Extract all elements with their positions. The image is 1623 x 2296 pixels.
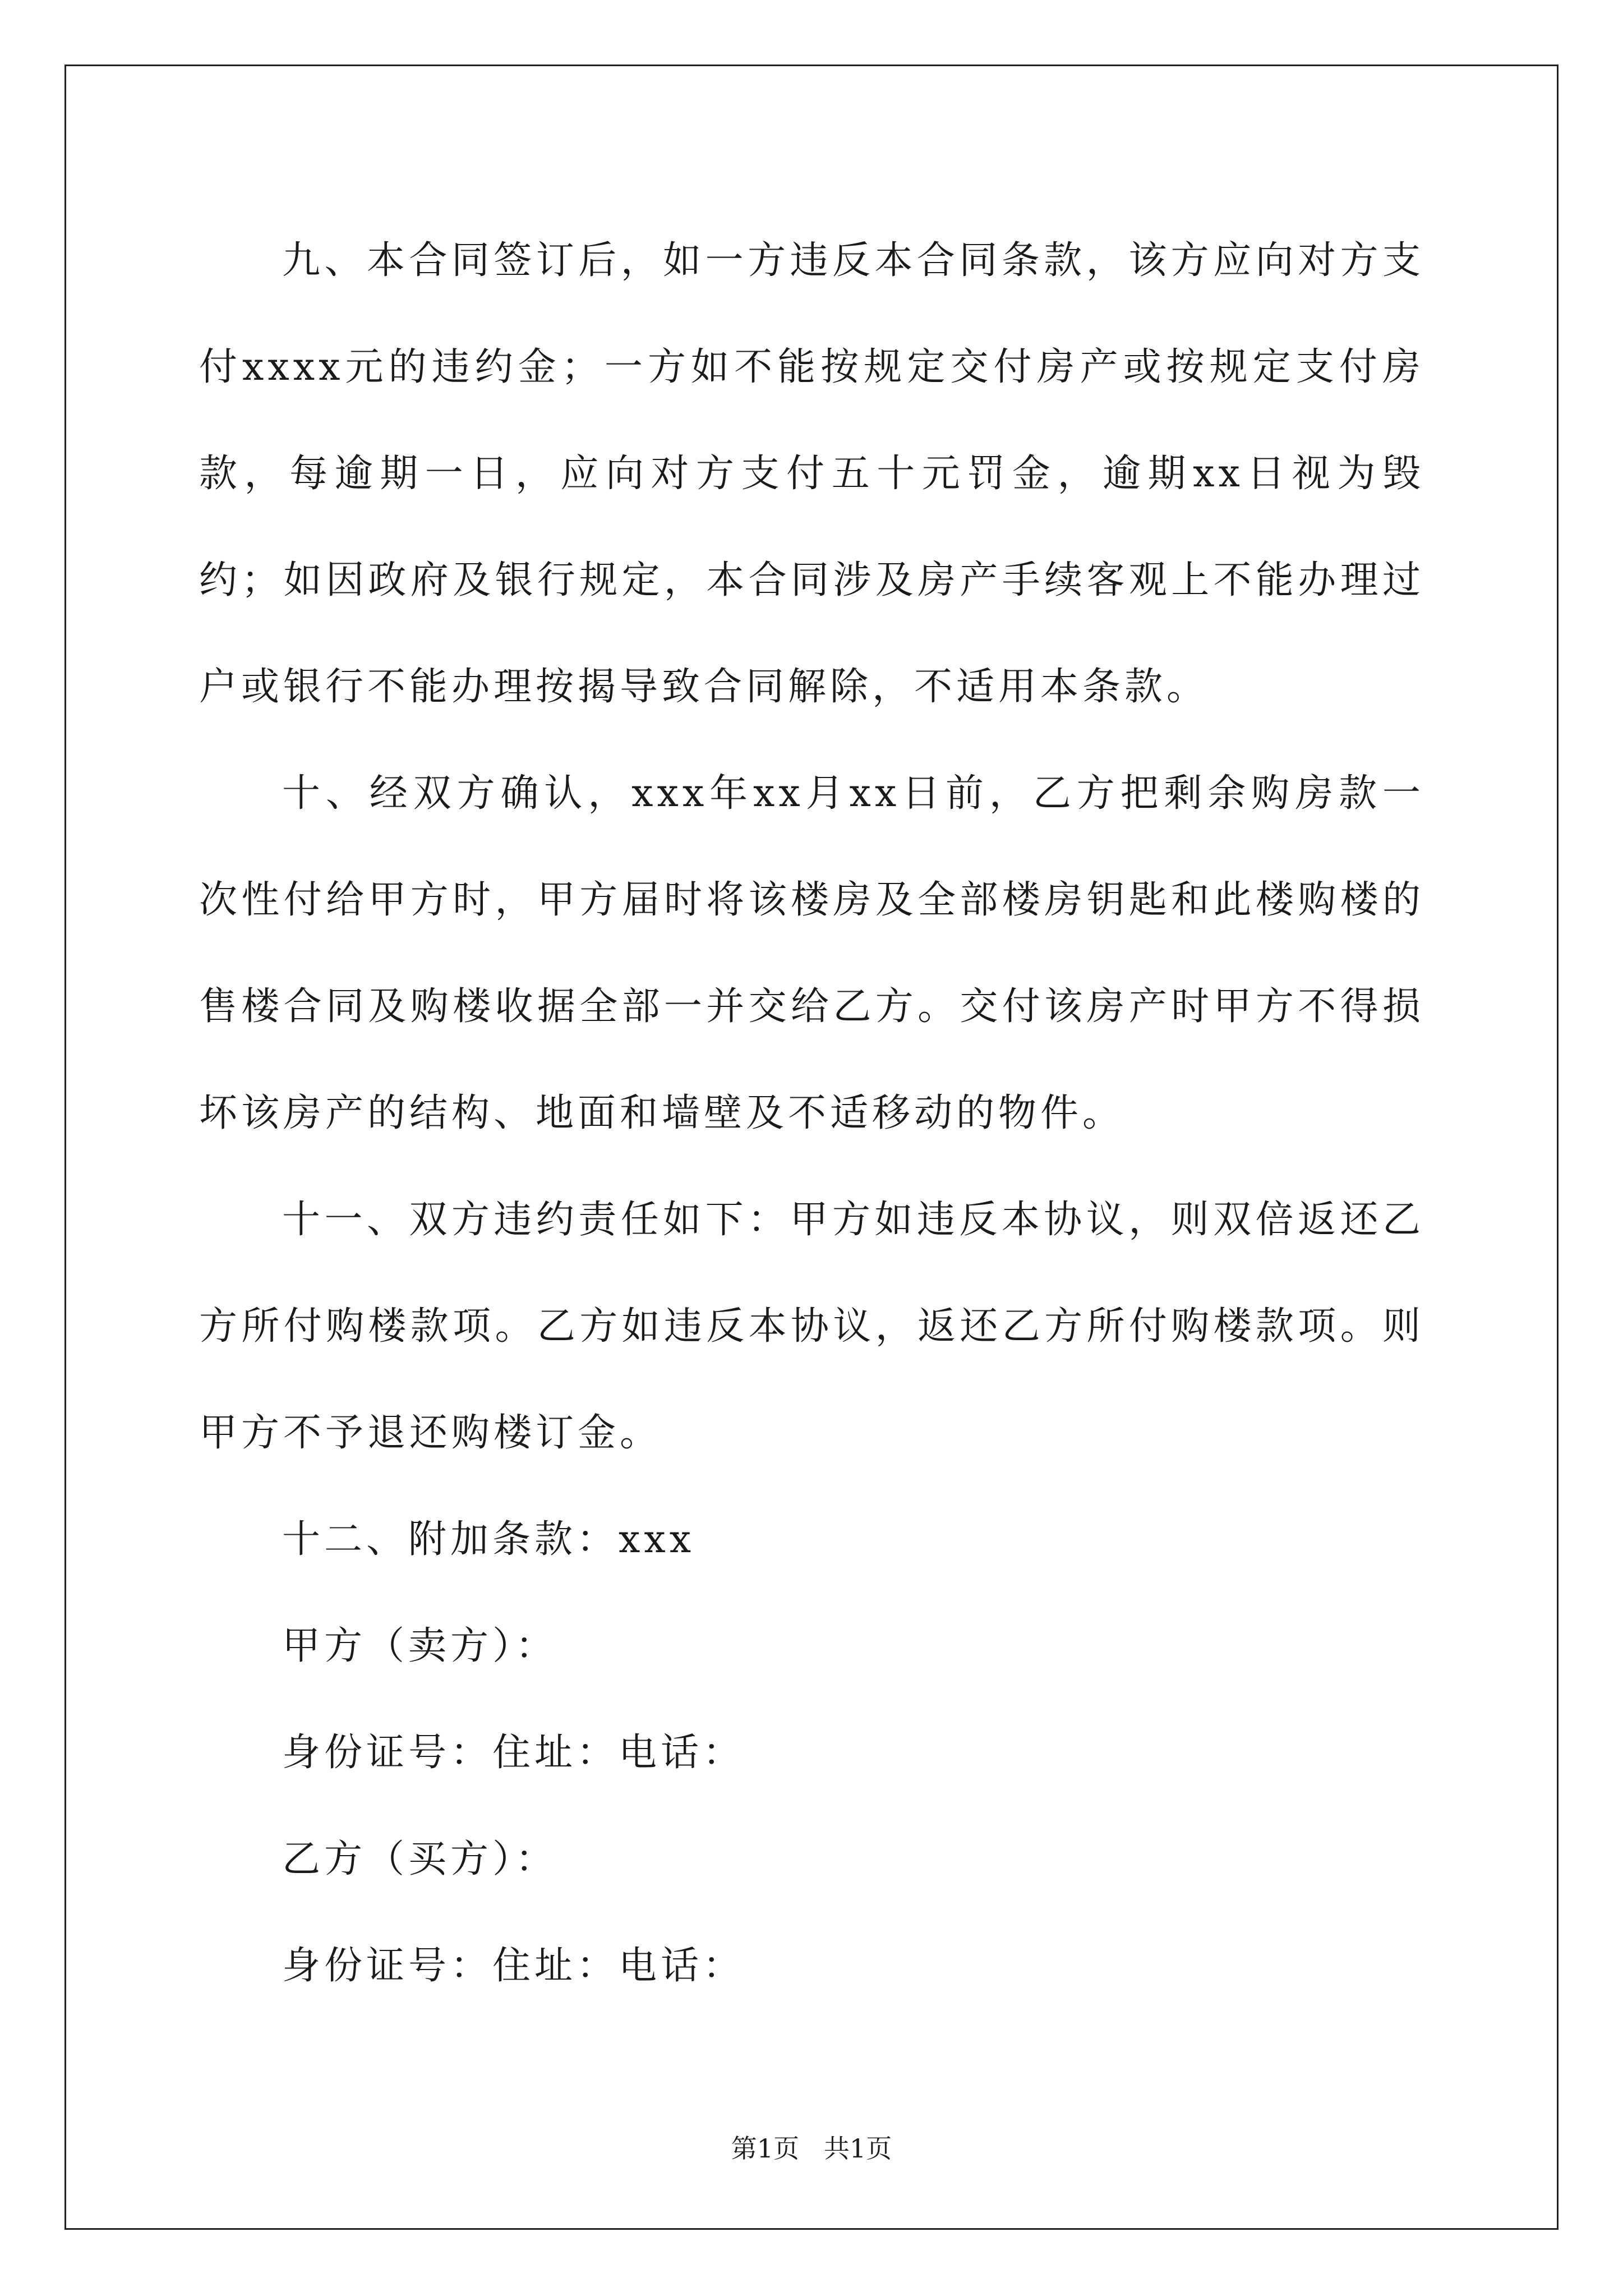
party-b-label: 乙方（买方）： xyxy=(282,1837,558,1881)
party-b-info: 身份证号：住址：电话： xyxy=(282,1944,745,1988)
clause-11-paragraph: 十一、双方违约责任如下：甲方如违反本协议，则双倍返还乙方所付购楼款项。乙方如违反本协议，返还乙方所付购楼款项。则甲方不予退还购楼订金。 xyxy=(199,1198,1424,1455)
party-a-label: 甲方（卖方）： xyxy=(282,1624,558,1668)
clause-9-paragraph: 九、本合同签订后，如一方违反本合同条款，该方应向对方支付xxxx元的违约金；一方如不能按规定交付房产或按规定支付房款，每逾期一日，应向对方支付五十元罚金，逾期xx日视为毁约；如因政府及银行规定，本合同涉及房产手续客观上不能办理过户或银行不能办理按揭导致合同解除，不适用本条款。 xyxy=(199,238,1424,709)
document-body xyxy=(199,208,1424,2019)
party-a-info: 身份证号：住址：电话： xyxy=(282,1731,745,1775)
clause-12-paragraph: 十二、附加条款：xxx xyxy=(282,1517,695,1562)
page-footer: 第1页 共1页 xyxy=(731,2133,892,2164)
clause-10-paragraph: 十、经双方确认，xxx年xx月xx日前，乙方把剩余购房款一次性付给甲方时，甲方届时将该楼房及全部楼房钥匙和此楼购楼的售楼合同及购楼收据全部一并交给乙方。交付该房产时甲方不得损坏该房产的结构、地面和墙壁及不适移动的物件。 xyxy=(199,771,1424,1135)
